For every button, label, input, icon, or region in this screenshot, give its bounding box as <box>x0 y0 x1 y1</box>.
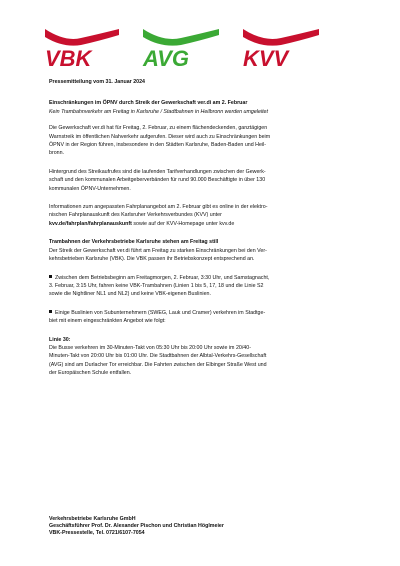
logo-bar <box>43 26 363 70</box>
body-content: Pressemitteilung vom 31. Januar 2024 Einschränkungen im ÖPNV durch Streik der Gewerkschaft ver.di am 2. Februar Kein Trambahnverkehr am Freitag in Karlsruhe / Stadtbahnen in Heilbronn werden umgeleitet Die Gewerkschaft ver.di hat für Freitag, 2. Februar, zu einem flächendeckenden, ganztägigen Warnstreik im öffentlichen Nahverkehr aufgerufen. Dieser wird auch zu Einschränkungen beim ÖPNV in der Region führen, insbesondere in den Städten Karlsruhe, Baden-Baden und Heil- bronn. Hintergrund des Streikaufrufes sind die laufenden Tarifverhandlungen zwischen der Gewerk- schaft und den kommunalen Arbeitgeberverbänden für rund 90.000 Beschäftigte in über 130 kommunalen ÖPNV-Unternehmen. Informationen zum angepassten Fahrplanangebot am 2. Februar gibt es online in der elektro- nischen Fahrplanauskunft des Karlsruher Verkehrsverbundes (KVV) unter kvv.de/fahrplan/fahrplanauskunft sowie auf der KVV-Homepage unter kvv.de Trambahnen der Verkehrsbetriebe Karlsruhe stehen am Freitag still Der Streik der Gewerkschaft ver.di führt am Freitag zu starken Einschränkungen bei den Ver- kehrsbetrieben Karlsruhe (VBK). Die VBK passen ihr Betriebskonzept entsprechend an. Zwischen dem Betriebsbeginn am Freitagmorgen, 2. Februar, 3:30 Uhr, und Samstagnacht, 3. Februar, 3:15 Uhr, fahren keine VBK-Trambahnen (Linien 1 bis 5, 17, 18 und die Linie S2 sowie die Nightliner NL1 und NL2) und keine VBK-eigenen Buslinien. Einige Buslinien von Subunternehmern (SWEG, Lauk und Cramer) verkehren im Stadtge- biet mit einem eingeschränkten Angebot wie folgt: Linie 30: Die Busse verkehren im 30-Minuten-Takt von 05:30 Uhr bis 20:00 Uhr sowie im 20/40- Minuten-Takt von 20:00 Uhr bis 01:00 Uhr. Die Stadtbahnen der Albtal-Verkehrs-Gesellschaft (AVG) sind am Durlacher Tor erreichbar. Die Fahrten zwischen der Elbinger Straße West und der Europäischen Schule entfallen. <box>49 78 361 378</box>
paragraph-strike-call: Die Gewerkschaft ver.di hat für Freitag, 2. Februar, zu einem flächendeckenden, ganztägigen Warnstreik im öffentlichen Nahverkehr aufgerufen. Dieser wird auch zu Einschränkungen beim ÖPNV in der Region führen, insbesondere in den Städten Karlsruhe, Baden-Baden und Heil- bronn. <box>49 125 271 157</box>
timetable-link[interactable]: kvv.de/fahrplan/fahrplanauskunft <box>49 220 132 227</box>
footer-company: Verkehrsbetriebe Karlsruhe GmbH <box>49 516 136 522</box>
paragraph-timetable-info: Informationen zum angepassten Fahrplanangebot am 2. Februar gibt es online in der elektro- nischen Fahrplanauskunft des Karlsruher Verkehrsverbundes (KVV) unter kvv.de/fahrplan/fahrplanauskunft sowie auf der KVV-Homepage unter kvv.de <box>49 204 268 227</box>
section-heading-vbk: Trambahnen der Verkehrsbetriebe Karlsruhe stehen am Freitag still <box>49 239 219 246</box>
paragraph-background: Hintergrund des Streikaufrufes sind die laufenden Tarifverhandlungen zwischen der Gewerk- schaft und den kommunalen Arbeitgeberverbänden für rund 90.000 Beschäftigte in über 130 kommunalen ÖPNV-Unternehmen. <box>49 168 266 192</box>
footer-press-contact: VBK-Pressestelle, Tel. 0721/6107-7054 <box>49 530 145 536</box>
avg-logo <box>141 26 221 70</box>
bullet-no-trams: Zwischen dem Betriebsbeginn am Freitagmorgen, 2. Februar, 3:30 Uhr, und Samstagnacht, 3. Februar, 3:15 Uhr, fahren keine VBK-Trambahnen (Linien 1 bis 5, 17, 18 und die Linie S2 sowie die Nightliner NL1 und NL2) und keine VBK-eigenen Buslinien. <box>49 274 270 298</box>
bullet-icon <box>49 310 52 313</box>
svg-text:KVV: KVV <box>243 46 289 70</box>
bullet-icon <box>49 275 52 278</box>
line-30-heading: Linie 30: <box>49 336 71 343</box>
subheadline: Kein Trambahnverkehr am Freitag in Karlsruhe / Stadtbahnen in Heilbronn werden umgeleitet <box>49 108 268 115</box>
bullet-subcontractor-buses: Einige Buslinien von Subunternehmern (SWEG, Lauk und Cramer) verkehren im Stadtge- biet mit einem eingeschränkten Angebot wie folgt: <box>49 309 266 325</box>
press-release-date: Pressemitteilung vom 31. Januar 2024 <box>49 79 145 85</box>
footer-management: Geschäftsführer Prof. Dr. Alexander Pischon und Christian Höglmeier <box>49 523 224 529</box>
footer-imprint <box>49 516 361 537</box>
line-30-text: Die Busse verkehren im 30-Minuten-Takt von 05:30 Uhr bis 20:00 Uhr sowie im 20/40- Minuten-Takt von 20:00 Uhr bis 01:00 Uhr. Die Stadtbahnen der Albtal-Verkehrs-Gesellschaft (AVG) sind am Durlacher Tor erreichbar. Die Fahrten zwischen der Elbinger Straße West und der Europäischen Schule entfallen. <box>49 344 267 377</box>
headline: Einschränkungen im ÖPNV durch Streik der Gewerkschaft ver.di am 2. Februar <box>49 100 248 107</box>
svg-text:VBK: VBK <box>45 46 92 70</box>
svg-text:AVG: AVG <box>143 46 190 70</box>
kvv-logo <box>241 26 321 70</box>
vbk-logo <box>43 26 121 70</box>
